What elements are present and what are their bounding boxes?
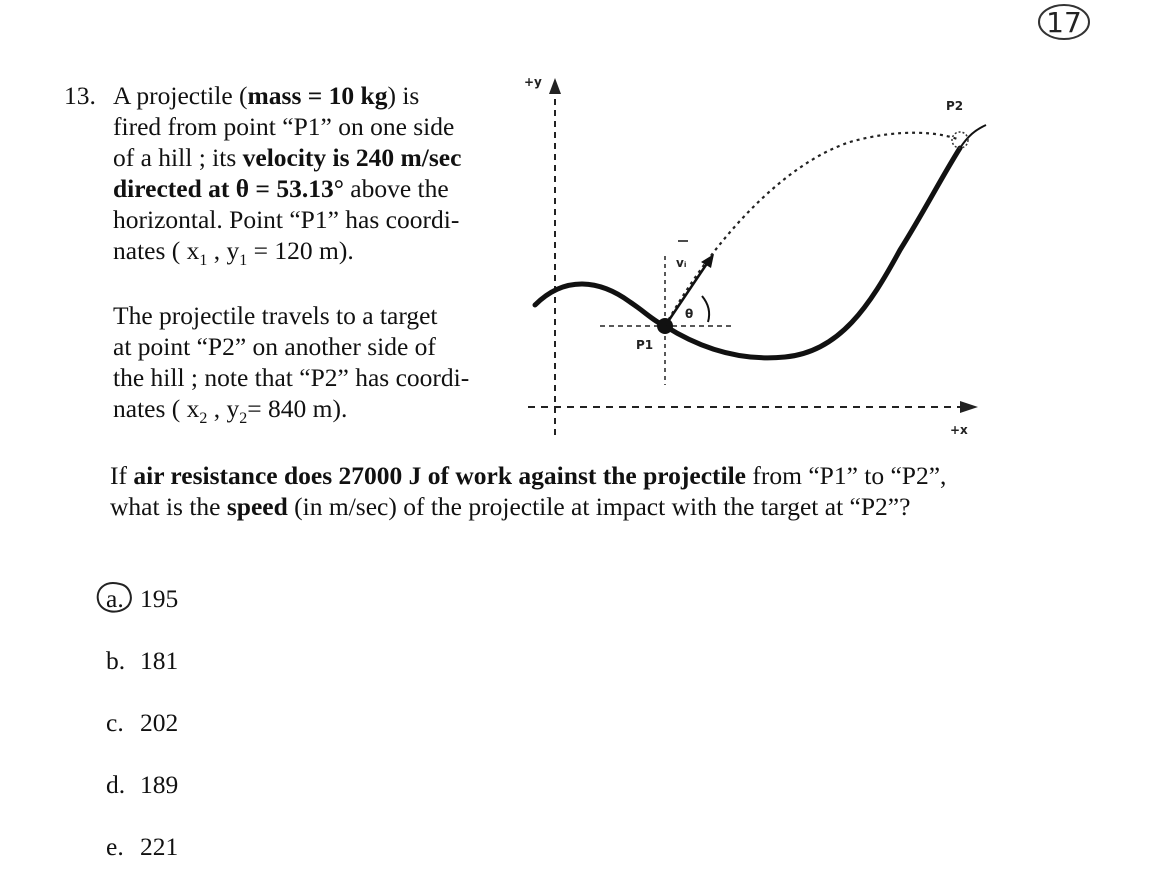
question-line [113, 80, 513, 111]
angle-value: directed at θ = 53.13° [113, 174, 344, 203]
choice-e[interactable] [106, 832, 178, 862]
choice-letter: c. [106, 708, 124, 737]
text-run: = 840 m). [247, 394, 348, 423]
trajectory-path [665, 133, 960, 326]
choice-letter: a. [106, 584, 124, 613]
y-axis-label: +y [524, 75, 542, 89]
text-run: above the [343, 174, 449, 203]
speed-keyword: speed [226, 492, 288, 521]
question-paragraph-2 [113, 300, 513, 428]
angle-arc [702, 296, 709, 322]
question-line: The projectile travels to a target [113, 301, 438, 330]
text-run: what is the [110, 492, 227, 521]
hill-curve [535, 148, 960, 358]
text-run: A projectile ( [113, 81, 248, 110]
choice-letter: d. [106, 770, 126, 799]
y-axis-arrow-icon [549, 78, 561, 94]
velocity-value: velocity is 240 m/sec [242, 143, 462, 172]
question-line [113, 235, 513, 270]
x-axis-label: +x [950, 423, 968, 437]
choice-value: 202 [140, 708, 179, 737]
question-line [113, 142, 513, 173]
choice-d[interactable] [106, 770, 178, 800]
question-paragraph-1 [113, 80, 513, 270]
subscript: 2 [199, 410, 208, 428]
subscript: 2 [239, 410, 248, 428]
text-run: = 120 m). [247, 236, 354, 265]
velocity-label: vᵢ [676, 256, 687, 270]
choice-b[interactable] [106, 646, 178, 676]
choice-letter: b. [106, 646, 126, 675]
question-paragraph-3 [110, 460, 1010, 522]
page-number-text: 17 [1046, 5, 1082, 39]
hill-curve-tail [960, 125, 986, 148]
text-run: from “P1” to “P2”, [746, 461, 947, 490]
subscript: 1 [199, 252, 208, 270]
text-run: nates ( x [113, 394, 200, 423]
p2-label: P2 [946, 99, 964, 113]
question-line: at point “P2” on another side of [113, 332, 436, 361]
question-line: horizontal. Point “P1” has coordi- [113, 205, 460, 234]
question-line [113, 173, 513, 204]
choice-value: 181 [140, 646, 179, 675]
choice-value: 189 [140, 770, 179, 799]
question-line [110, 491, 1010, 522]
projectile-diagram [520, 70, 990, 440]
choice-letter: e. [106, 832, 124, 861]
page-number [1036, 2, 1092, 42]
choice-value: 195 [140, 584, 179, 613]
work-value: air resistance does 27000 J of work against the projectile [133, 461, 746, 490]
question-number: 13. [64, 81, 96, 110]
choice-c[interactable] [106, 708, 178, 738]
text-run: If [110, 461, 134, 490]
choice-a[interactable] [106, 584, 178, 614]
text-run: of a hill ; its [113, 143, 243, 172]
question-line [110, 460, 1010, 491]
angle-label: θ [685, 307, 694, 321]
question-line: the hill ; note that “P2” has coordi- [113, 363, 470, 392]
question-line: fired from point “P1” on one side [113, 112, 455, 141]
p1-label: P1 [636, 338, 654, 352]
x-axis-arrow-icon [960, 401, 978, 413]
text-run: (in m/sec) of the projectile at impact with the target at “P2”? [287, 492, 911, 521]
text-run: ) is [387, 81, 420, 110]
selected-answer-circle [90, 578, 140, 618]
text-run: , y [207, 236, 240, 265]
text-run: , y [207, 394, 240, 423]
mass-value: mass = 10 kg [247, 81, 388, 110]
question-line [113, 393, 513, 428]
text-run: nates ( x [113, 236, 200, 265]
choice-value: 221 [140, 832, 179, 861]
subscript: 1 [239, 252, 248, 270]
